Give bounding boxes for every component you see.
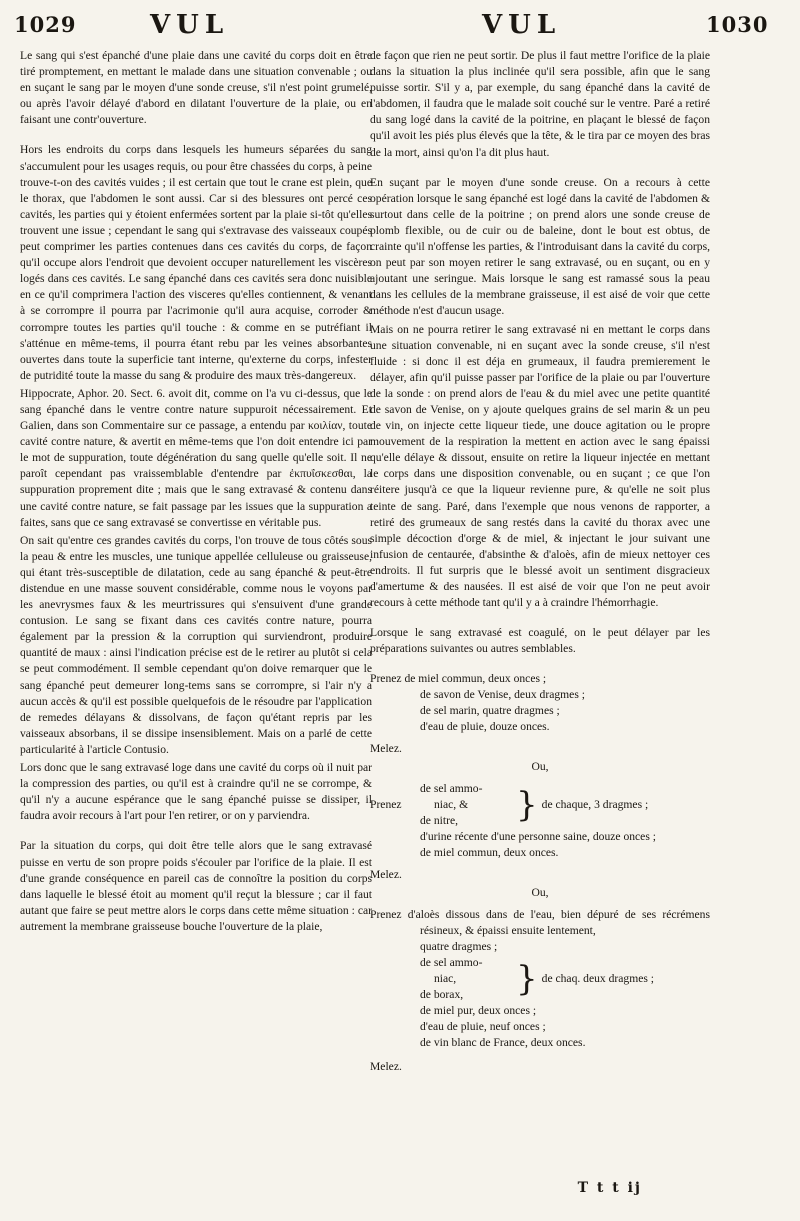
recipe-line: d'urine récente d'une personne saine, douze onces ; — [420, 830, 656, 844]
ou-label: Ou, — [531, 760, 549, 774]
recipe-line: de borax, — [420, 988, 464, 1002]
recipe-line: de savon de Venise, deux dragmes ; — [420, 688, 585, 702]
recipe-2 — [370, 781, 710, 901]
paragraph: Lorsque le sang extravasé est coagulé, on le peut délayer par les préparations suivantes ou autres semblables. — [370, 626, 710, 656]
paragraph: On sait qu'entre ces grandes cavités du corps, l'on trouve de tous côtés sous la peau & entre les muscles, une tunique appellée celluleuse ou graisseuse, qui étant très-susceptible de dilatation, cede au sang épanché & peut-être distendue en une masse souvent considérable, comme nous le voyons par les anevrysmes faux & les meurtrissures qui s'ensuivent d'une grande contusion. Le sang se fixant dans ces cavités contre nature, pourra également par la pression & la corruption qui surviendront, produire quantité de maux : ainsi l'indication précise est de le retirer au plutôt si cela se peut commodément. Il semble cependant qu'on doive remarquer que le sang épanché peut demeurer long-tems sans se corrompre, si l'air n'y a aucun accès & qu'il est possible quelquefois de le résoudre par l'application de remedes délayans & dissolvans, de façon qu'étant repris par les vaisseaux absorbans, il se dissipe insensiblement. Mais on a parlé de cette particularité à l'article Contusio. — [20, 533, 372, 756]
signature-mark: T t t ij — [577, 1180, 642, 1196]
recipe-line: de vin blanc de France, deux onces. — [420, 1036, 586, 1050]
paragraph: Hors les endroits du corps dans lesquels les humeurs séparées du sang s'accumulent pour les usages requis, ou pour être chassées du corps, à peine trouve-t-on des cavités vuides ; il est certain que tout le crane est plein, que le thorax, que l'abdomen le sont aussi. Car si des blessures ont percé ces cavités, les parties qui y étoient enfermées sortent par la plaie si-tôt qu'elles trouvent une issue ; cependant le sang qui s'extravase des vaisseaux coupés peut comprimer les parties contenues dans ces cavités du corps, de façon qu'il occupe alors l'endroit que devoient occuper naturellement les viscères logés dans ces cavités. Le sang épanché dans ces cavités sera donc nuisible en ce qu'il comprimera l'action des visceres qu'elles contiennent, & venant à se corrompre il pourra par l'acrimonie qu'il aura acquise, corroder & corrompre toutes les parties qu'il touche : & comme en se putréfiant il s'atténue en même-tems, il pourra étant rebu par les veines absorbantes ouvertes dans toute la superficie tant interne, qu'externe du corps, infester de putridité toute la masse du sang & produire des maux très-dangereux. — [20, 143, 372, 382]
melez-label: Melez. — [370, 742, 402, 756]
recipe-line: d'eau de pluie, neuf onces ; — [420, 1020, 546, 1034]
paragraph: de façon que rien ne peut sortir. De plus il faut mettre l'orifice de la plaie dans la situation la plus inclinée qu'il sera possible, afin que le sang puisse sortir. S'il y a, par exemple, du sang épanché dans la cavité de l'abdomen, il faudra que le malade soit couché sur le ventre. Paré a retiré du sang logé dans la cavité de la poitrine, en plaçant le blessé de façon qu'il avoit les piés plus élevés que la tête, & le tira par ce moyen des bras de la mort, ainsi qu'on l'a dit plus haut. — [370, 49, 710, 159]
recipe-1 — [370, 671, 710, 775]
right-column — [370, 48, 710, 1075]
ou-label: Ou, — [531, 886, 549, 900]
recipe-line: Prenez d'aloès dissous dans de l'eau, bien dépuré de ses récrémens résineux, & épaissi ensuite lentement, — [370, 908, 710, 938]
paragraph: En suçant par le moyen d'une sonde creuse. On a recours à cette opération lorsque le sang épanché est logé dans la cavité de l'abdomen & surtout dans celle de la poitrine ; on prend alors une sonde creuse de plomb flexible, ou de cuir ou de baleine, dont le bout est obtus, de crainte qu'il n'offense les parties, & l'introduisant dans la cavité du corps, on peut par son moyen retirer le sang extravasé, ou en suçant, ou en y ajoutant une seringue. Mais lorsque le sang est ramassé sous la peau dans les cellules de la membrane graisseuse, il est aisé de voir que cette méthode n'est d'aucun usage. — [370, 175, 710, 318]
recipe-line: de chaque, 3 dragmes ; — [541, 798, 649, 812]
recipe-brace-group — [370, 955, 710, 1003]
left-running-title: VUL — [150, 10, 230, 40]
right-page-number: 1030 — [706, 12, 769, 37]
prenez-label: Prenez — [370, 798, 402, 812]
recipe-line: d'eau de pluie, douze onces. — [420, 720, 550, 734]
brace-icon: } — [516, 785, 538, 826]
recipe-line: de chaq. deux dragmes ; — [541, 972, 654, 986]
running-header — [0, 10, 800, 44]
recipe-line: niac, & — [434, 798, 469, 812]
recipe-line: de nitre, — [420, 814, 458, 828]
left-page-number: 1029 — [14, 12, 77, 37]
recipe-line: de miel commun, deux onces. — [420, 846, 559, 860]
paragraph: Le sang qui s'est épanché d'une plaie dans une cavité du corps doit en être tiré promptement, en mettant le malade dans une situation convenable ; ou en suçant le sang par le moyen d'une sonde creuse, s'il n'est point grumelé, ou après l'avoir délayé d'abord en dilatant l'ouverture de la plaie, ou en faisant une contr'ouverture. — [20, 49, 372, 127]
paragraph: Lors donc que le sang extravasé loge dans une cavité du corps où il nuit par la compression des parties, ou qu'il est à craindre qu'il ne se corrompe, & qu'il n'y a aucune espérance que le sang épanché puisse se dissiper, il faudra avoir recours à l'art pour l'en retirer, or on y parviendra. — [20, 761, 372, 823]
recipe-3 — [370, 907, 710, 1075]
melez-label: Melez. — [370, 1060, 402, 1074]
melez-label: Melez. — [370, 868, 402, 882]
recipe-line: niac, — [434, 972, 457, 986]
recipe-line: Prenez de miel commun, deux onces ; — [370, 672, 547, 686]
paragraph: Mais on ne pourra retirer le sang extravasé ni en mettant le corps dans une situation convenable, ni en suçant avec la sonde creuse, s'il n'est fluide : si donc il est déja en grumeaux, il faudra premierement le délayer, afin qu'il puisse passer par l'orifice de la plaie ou par l'ouverture de la sonde : on prend alors de l'eau & du miel avec une petite quantité de savon de Venise, on y ajoute quelques grains de sel marin & un peu de vin, on injecte cette liqueur tiede, une douce agitation ou le propre mouvement de la respiration la mettent en action avec le sang épaissi qu'elle délaye & dissout, ensuite on retire la liqueur injectée en mettant le corps dans une disposition convenable, ou en suçant ; ce que l'on réitere jusqu'à ce que la liqueur revienne pure, & qu'elle ne soit plus teinte de sang. Paré, dans l'exemple que nous venons de rapporter, a retiré des grumeaux de sang restés dans la cavité du thorax avec une simple décoction d'orge & de miel, & injectant le jour suivant une infusion de centaurée, d'absinthe & d'aloès, afin de mieux nettoyer ces endroits. Il fut surpris que le blessé avoit un sentiment disgracieux d'amertume & des nausées. Il est aisé de voir que l'on ne peut avoir recours à cette méthode tant qu'il y a à craindre l'hémorrhagie. — [370, 322, 710, 610]
recipe-line: de sel ammo- — [420, 956, 483, 970]
paragraph: Par la situation du corps, qui doit être telle alors que le sang extravasé puisse en vertu de son propre poids s'écouler par l'orifice de la plaie. Il est d'une grande conséquence en pareil cas de connoître la position du corps dans laquelle le blessé étoit au moment qu'il reçut la blessure ; car il faut autant que faire se peut mettre alors le corps dans cette même situation : car autrement la membrane graisseuse bouche l'ouverture de la plaie, — [20, 839, 372, 933]
left-column — [20, 48, 372, 937]
brace-icon: } — [516, 959, 538, 1000]
paragraph: Hippocrate, Aphor. 20. Sect. 6. avoit dit, comme on l'a vu ci-dessus, que le sang épanché dans le ventre contre nature suppuroit nécessairement. Et Galien, dans son Commentaire sur ce passage, a entendu par κοιλίαν, toute cavité contre nature, & avertit en même-tems que l'on doit entendre ici par le mot de suppuration, toute dégénération du sang quelle qu'elle soit. Il ne paroît cependant pas vraissemblable d'entendre par ἐκπυΐσκεσθαι, la suppuration proprement dite ; mais que le sang extravasé & contenu dans une cavité contre nature, se fait passage par les issues que la suppuration a faites, sans que ce sang extravasé se convertisse en véritable pus. — [20, 386, 372, 529]
recipe-line: de miel pur, deux onces ; — [420, 1004, 537, 1018]
right-running-title: VUL — [482, 10, 562, 40]
recipe-line: quatre dragmes ; — [420, 940, 498, 954]
recipe-line: de sel marin, quatre dragmes ; — [420, 704, 560, 718]
recipe-brace-group — [370, 781, 710, 829]
recipe-line: de sel ammo- — [420, 782, 483, 796]
